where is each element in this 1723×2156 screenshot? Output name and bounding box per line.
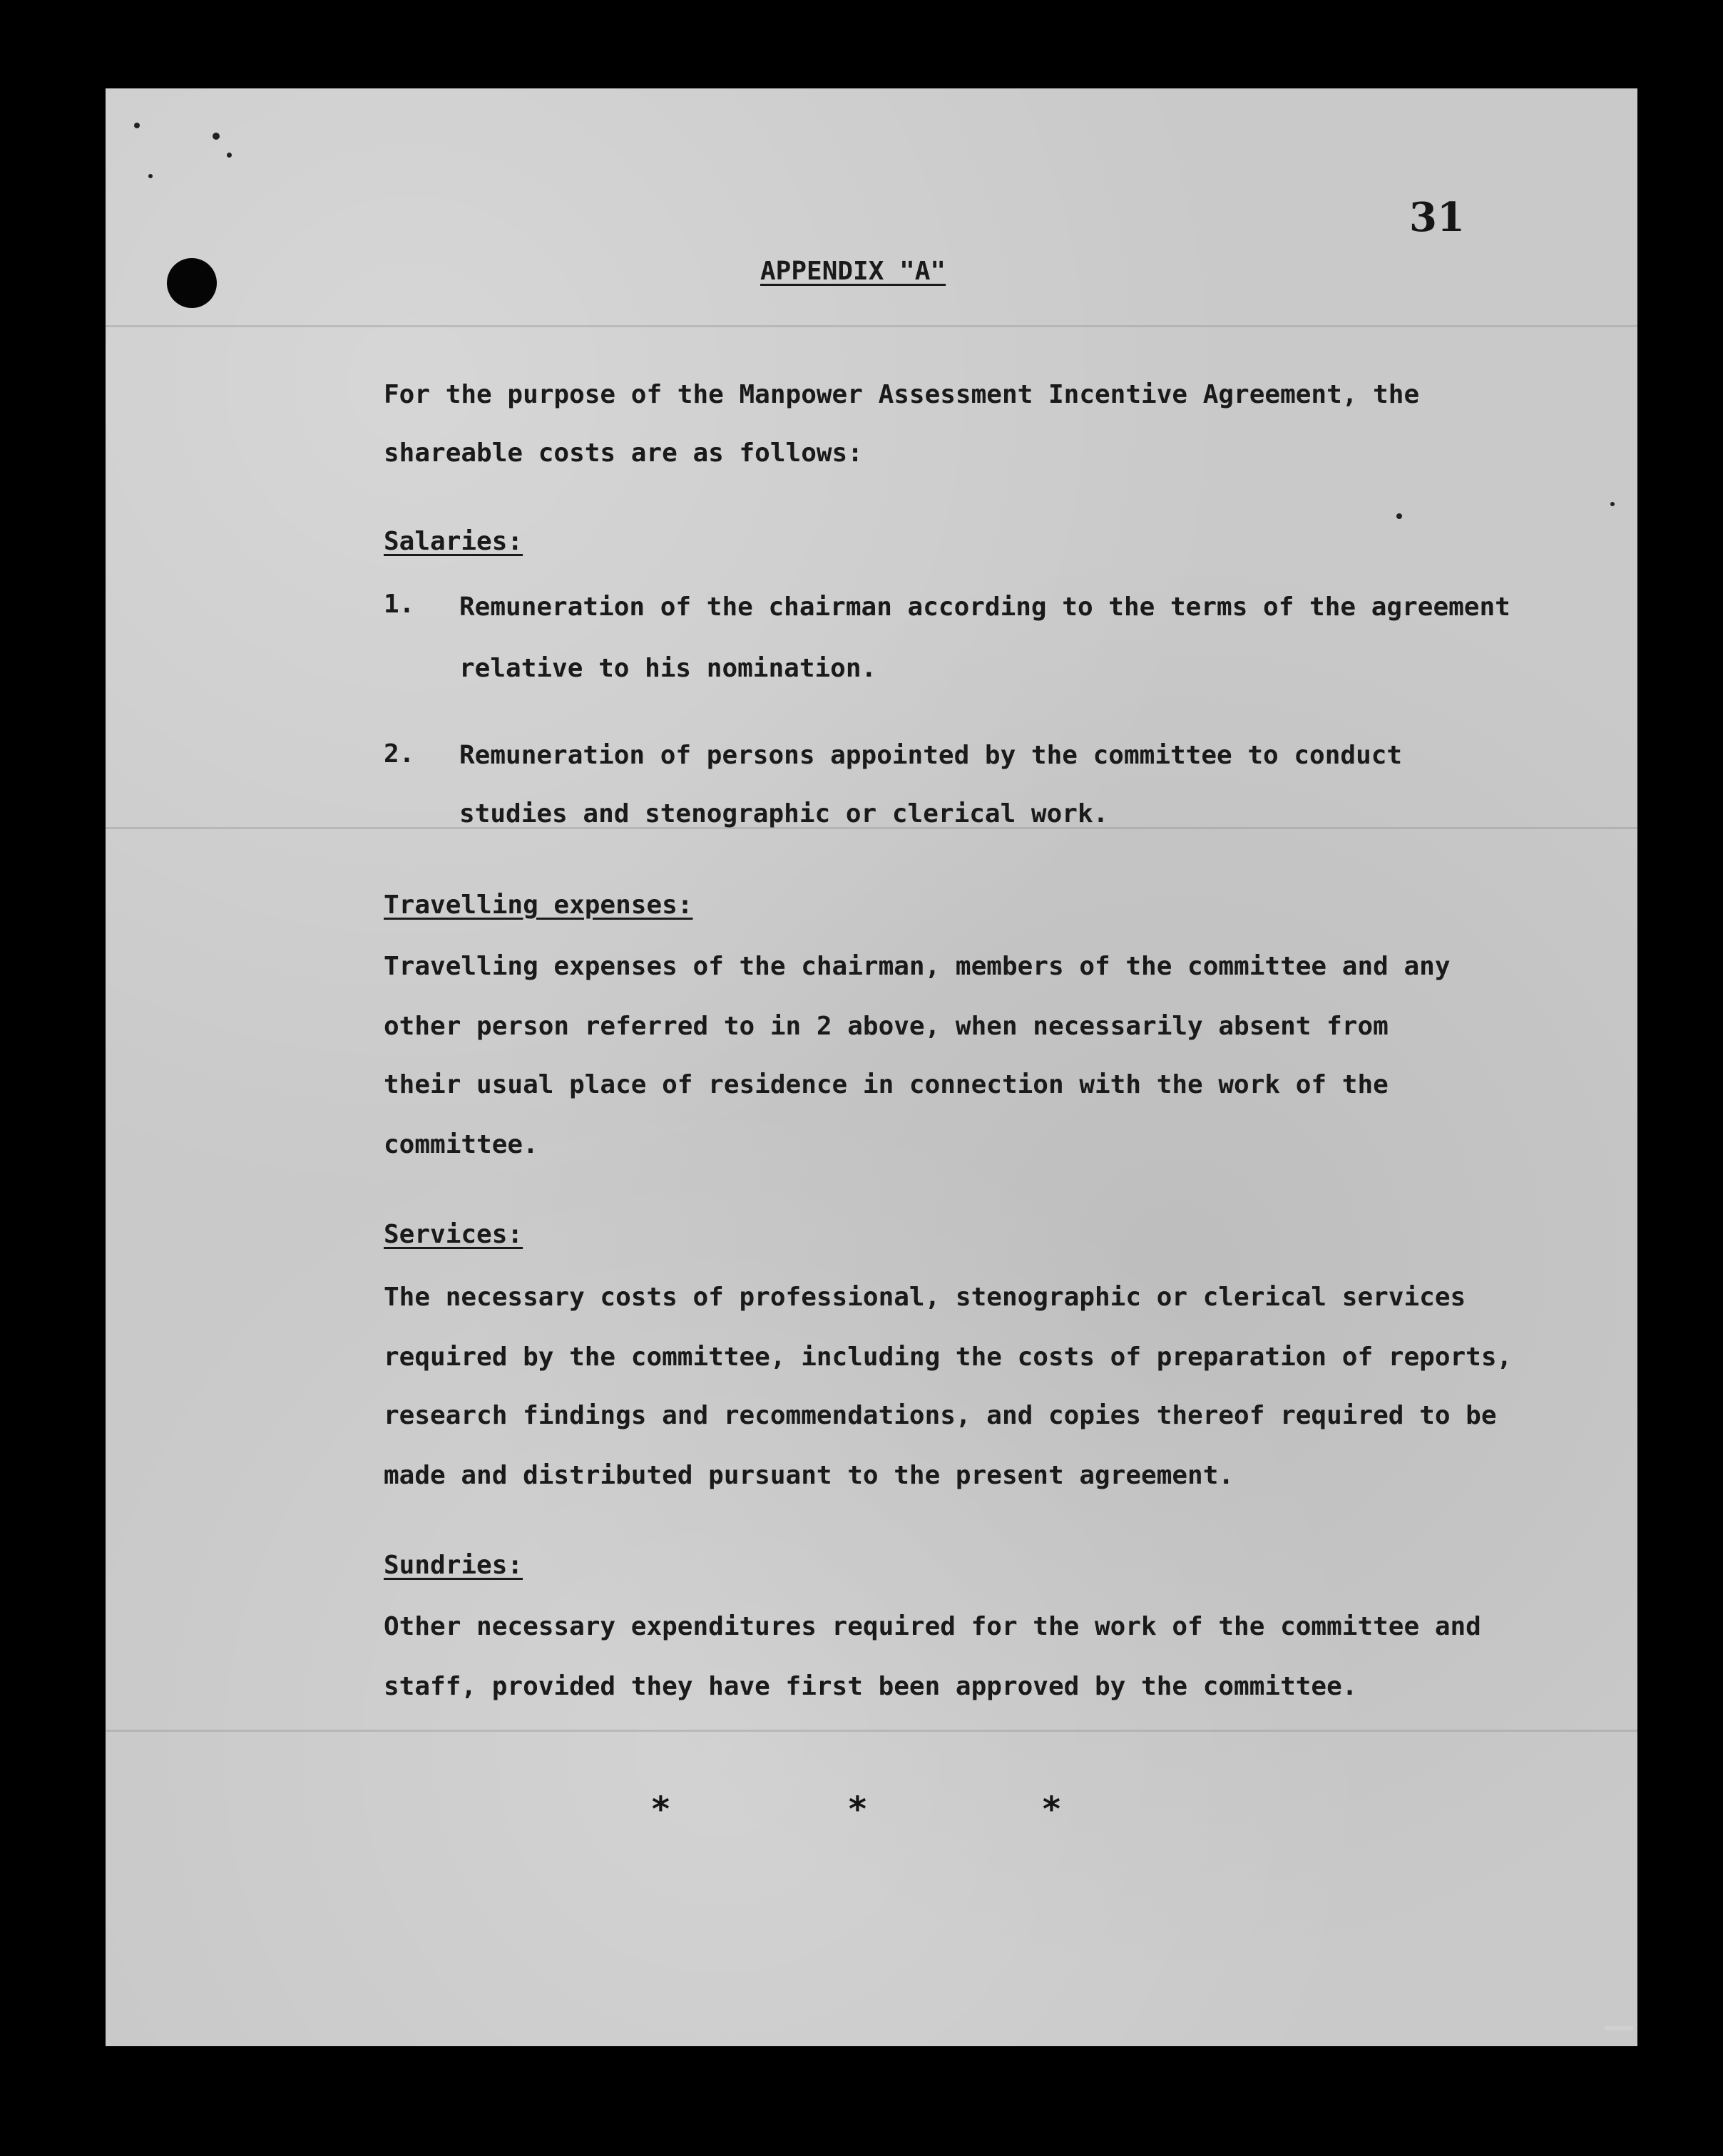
list-number: 1.	[384, 590, 415, 619]
list-item-line: studies and stenographic or clerical work.	[459, 799, 1109, 828]
paragraph-line: staff, provided they have first been approved by the committee.	[384, 1672, 1358, 1701]
scan-speck	[213, 133, 220, 140]
scan-speck	[134, 123, 140, 128]
paragraph-line: made and distributed pursuant to the present agreement.	[384, 1461, 1234, 1490]
paragraph-line: The necessary costs of professional, stenographic or clerical services	[384, 1283, 1466, 1312]
end-mark: *	[847, 1790, 868, 1829]
list-item-line: Remuneration of the chairman according to the terms of the agreement	[459, 592, 1510, 622]
paragraph-line: research findings and recommendations, and copies thereof required to be	[384, 1401, 1497, 1430]
paragraph-line: Other necessary expenditures required for the work of the committee and	[384, 1612, 1481, 1641]
fold-line	[106, 325, 1637, 327]
section-heading-travelling: Travelling expenses:	[384, 890, 693, 920]
end-mark: *	[650, 1790, 671, 1829]
paragraph-line: other person referred to in 2 above, when necessarily absent from	[384, 1012, 1389, 1041]
page-number: 31	[1409, 194, 1465, 241]
paragraph-line: required by the committee, including the costs of preparation of reports,	[384, 1343, 1513, 1372]
list-number: 2.	[384, 739, 415, 769]
scan-speck	[1610, 502, 1615, 506]
section-heading-sundries: Sundries:	[384, 1551, 523, 1580]
scan-edge-mark	[1605, 2026, 1633, 2031]
section-heading-salaries: Salaries:	[384, 527, 523, 556]
paragraph-line: their usual place of residence in connection with the work of the	[384, 1070, 1389, 1099]
list-item-line: relative to his nomination.	[459, 654, 877, 683]
intro-line: shareable costs are as follows:	[384, 438, 863, 468]
fold-line	[106, 1730, 1637, 1732]
list-item-line: Remuneration of persons appointed by the committee to conduct	[459, 741, 1403, 770]
paragraph-line: committee.	[384, 1130, 538, 1159]
end-mark: *	[1041, 1790, 1062, 1829]
punch-hole	[167, 258, 217, 308]
scan-speck	[227, 153, 232, 158]
document-title: APPENDIX "A"	[760, 257, 946, 286]
paragraph-line: Travelling expenses of the chairman, members of the committee and any	[384, 952, 1451, 981]
scan-speck	[148, 174, 153, 178]
intro-line: For the purpose of the Manpower Assessment Incentive Agreement, the	[384, 380, 1420, 409]
section-heading-services: Services:	[384, 1220, 523, 1249]
scan-speck	[1396, 513, 1402, 519]
